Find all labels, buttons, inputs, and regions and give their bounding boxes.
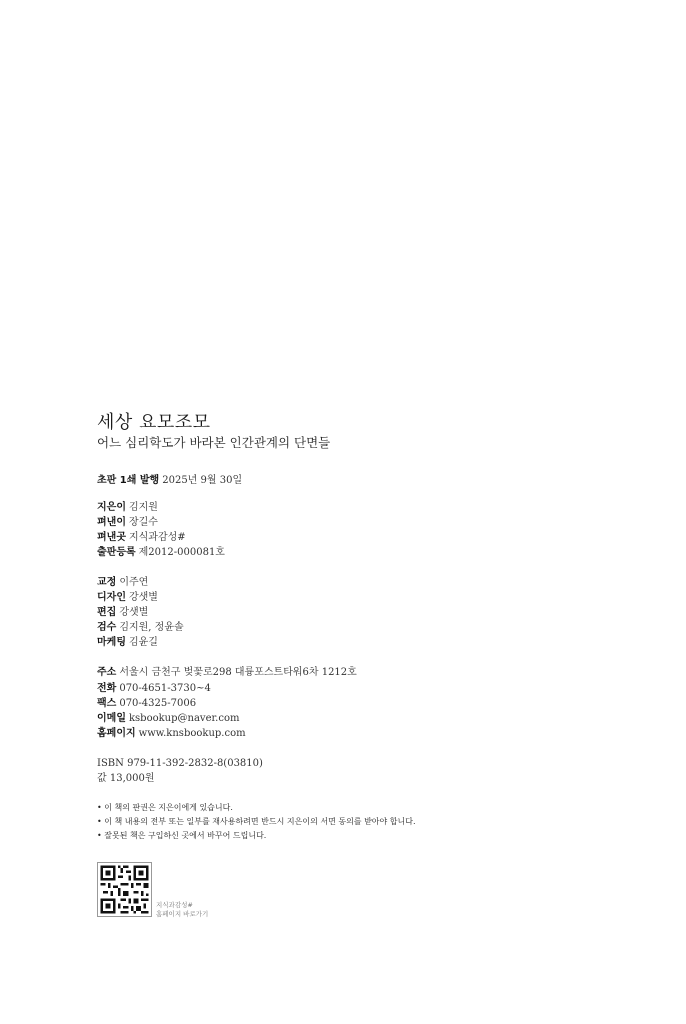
notice-exchange: • 잘못된 책은 구입하신 곳에서 바꾸어 드립니다. — [97, 831, 267, 840]
credit-author — [97, 501, 158, 515]
contact-value: www.knsbookup.com — [138, 728, 246, 739]
contact-value: 070-4325-7006 — [119, 698, 197, 709]
staff-proofreading — [97, 576, 148, 590]
contact-label: 전화 — [97, 683, 117, 694]
staff-review — [97, 621, 184, 635]
credit-label: 지은이 — [97, 502, 126, 513]
notice-copyright: • 이 책의 판권은 지은이에게 있습니다. — [97, 803, 233, 812]
price: 값 13,000원 — [97, 773, 155, 784]
book-title: 세상 요모조모 — [97, 412, 211, 433]
staff-value: 김지원, 정윤솔 — [119, 622, 184, 633]
contact-label: 팩스 — [97, 698, 117, 709]
credit-label: 출판등록 — [97, 547, 136, 558]
staff-label: 디자인 — [97, 592, 126, 603]
qr-code-icon[interactable] — [97, 862, 152, 917]
credit-value: 지식과감성# — [128, 532, 186, 543]
staff-design — [97, 591, 158, 605]
staff-label: 편집 — [97, 607, 117, 618]
contact-value: 서울시 금천구 벚꽃로298 대륭포스트타워6차 1212호 — [119, 667, 357, 678]
contact-address — [97, 666, 357, 680]
staff-label: 마케팅 — [97, 637, 126, 648]
credit-label: 펴낸이 — [97, 517, 126, 528]
credit-value: 장길수 — [128, 517, 158, 528]
contact-value: 070-4651-3730~4 — [119, 683, 211, 694]
contact-phone — [97, 682, 211, 696]
staff-editing — [97, 606, 148, 620]
edition-value: 2025년 9월 30일 — [162, 475, 243, 486]
qr-caption-brand: 지식과감성# — [156, 901, 193, 909]
isbn: ISBN 979-11-392-2832-8(03810) — [97, 758, 263, 769]
staff-label: 교정 — [97, 577, 117, 588]
staff-label: 검수 — [97, 622, 117, 633]
notice-reuse: • 이 책 내용의 전부 또는 일부를 재사용하려면 반드시 지은이의 서면 동의를 받아야 합니다. — [97, 817, 416, 826]
contact-value: ksbookup@naver.com — [128, 713, 240, 724]
qr-caption-link: 홈페이지 바로가기 — [156, 910, 209, 918]
credit-publishing-house — [97, 531, 186, 545]
staff-marketing — [97, 636, 158, 650]
staff-value: 강샛별 — [119, 607, 149, 618]
contact-homepage — [97, 727, 246, 741]
contact-label: 주소 — [97, 667, 117, 678]
staff-value: 강샛별 — [128, 592, 158, 603]
credit-registration — [97, 546, 225, 560]
contact-label: 이메일 — [97, 713, 126, 724]
contact-email — [97, 712, 239, 726]
edition-line — [97, 474, 242, 488]
credit-label: 펴낸곳 — [97, 532, 126, 543]
credit-value: 제2012-000081호 — [138, 547, 225, 558]
edition-label: 초판 1쇄 발행 — [97, 475, 160, 486]
credit-publisher — [97, 516, 158, 530]
contact-fax — [97, 697, 196, 711]
contact-label: 홈페이지 — [97, 728, 136, 739]
credit-value: 김지원 — [128, 502, 158, 513]
staff-value: 이주연 — [119, 577, 149, 588]
staff-value: 김윤길 — [128, 637, 158, 648]
book-subtitle: 어느 심리학도가 바라본 인간관계의 단면들 — [97, 435, 331, 450]
